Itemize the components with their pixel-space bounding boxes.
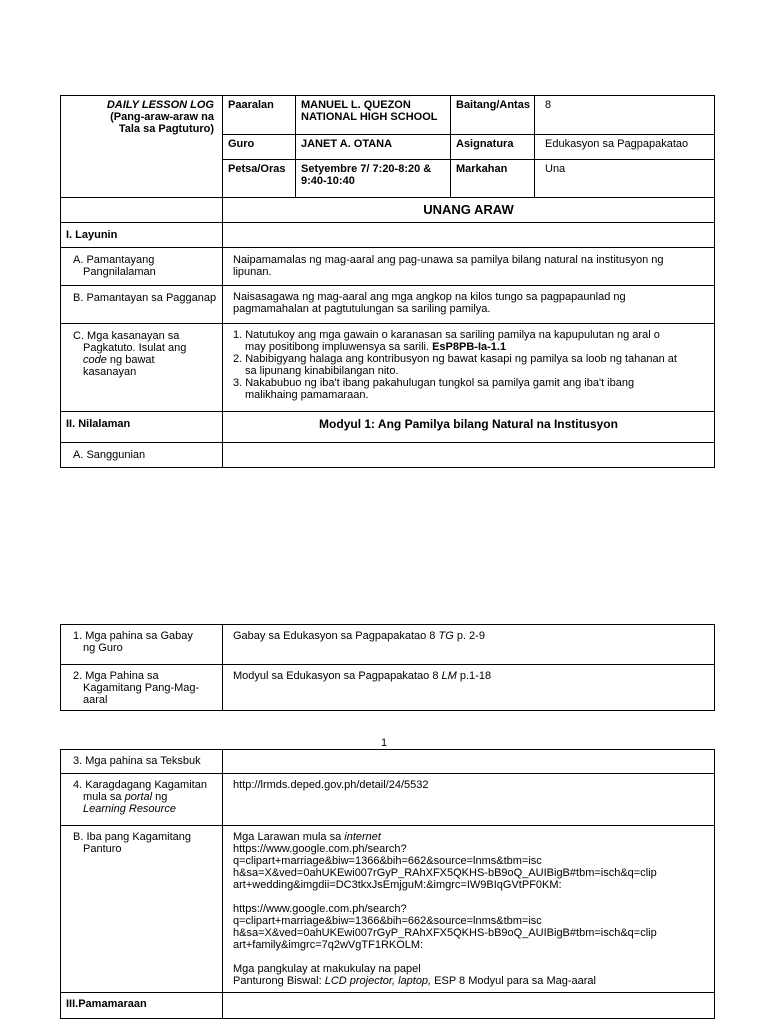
day-heading: UNANG ARAW <box>223 198 715 223</box>
materials-table <box>60 749 715 1019</box>
url-line: https://www.google.com.ph/search? <box>233 843 407 855</box>
spacer <box>233 891 704 903</box>
markahan-label: Markahan <box>451 160 535 198</box>
layunin-label: I. Layunin <box>61 223 223 248</box>
image-link-2[interactable] <box>233 903 704 951</box>
lesson-log-table <box>60 95 715 468</box>
blank-cell <box>223 993 715 1019</box>
pamantayang-pangnilalaman-text: Naipamamalas ng mag-aaral ang pag-unawa sa pamilya bilang natural na institusyon ng lipunan. <box>223 248 715 286</box>
materials-text: Panturong Biswal: <box>233 975 325 987</box>
label-line <box>73 354 217 366</box>
markahan-value: Una <box>535 160 715 198</box>
kagamitang-mag-aaral-text <box>223 665 715 711</box>
materials-text: ESP 8 Modyul para sa Mag-aaral <box>431 975 596 987</box>
label-line <box>73 791 217 803</box>
blank-cell <box>223 223 715 248</box>
objective-1 <box>233 329 704 353</box>
iba-pang-kagamitan-label <box>61 826 223 993</box>
url-line: q=clipart+marriage&biw=1366&bih=662&source=lnms&tbm=isc <box>233 855 542 867</box>
url-line: art+wedding&imgdii=DC3tkxJsEmjguM:&imgrc=IW9BIqGVtPF0KM: <box>233 879 562 891</box>
materials-line: Mga pangkulay at makukulay na papel <box>233 963 421 975</box>
teksbuk-label: 3. Mga pahina sa Teksbuk <box>61 750 223 774</box>
title-line-2: (Pang-araw-araw na <box>110 111 214 123</box>
materials-ital: LCD projector, laptop, <box>324 975 432 987</box>
label-line: C. Mga kasanayan sa <box>73 330 180 342</box>
title-line-1: DAILY LESSON LOG <box>106 99 214 111</box>
objective-line <box>233 341 704 353</box>
label-text: ng <box>152 791 168 803</box>
url-line: h&sa=X&ved=0ahUKEwi007rGyP_RAhXFX5QKHS-bB9oQ_AUIBigB#tbm=isch&q=clip <box>233 867 657 879</box>
blank-cell <box>223 443 715 468</box>
paaralan-label: Paaralan <box>223 96 296 135</box>
label-line: 4. Karagdagang Kagamitan <box>73 779 207 791</box>
label-line: Panturo <box>83 843 122 855</box>
pamantayan-pagganap-label: B. Pamantayan sa Pagganap <box>61 286 223 324</box>
objective-line: 1. Natutukoy ang mga gawain o karanasan sa sariling pamilya na kapupulutan ng aral o <box>233 329 660 341</box>
label-line: 2. Mga Pahina sa <box>73 670 159 682</box>
objective-line: 3. Nakabubuo ng iba't ibang pakahulugan tungkol sa pamilya gamit ang iba't ibang <box>233 377 635 389</box>
objective-3 <box>233 377 704 401</box>
url-line: q=clipart+marriage&biw=1366&bih=662&source=lnms&tbm=isc <box>233 915 542 927</box>
ref-pages: p. 2-9 <box>453 630 485 642</box>
label-line: B. Iba pang Kagamitang <box>73 831 192 843</box>
iba-pang-kagamitan-text <box>223 826 715 993</box>
materials-ital: internet <box>344 831 381 843</box>
page-number: 1 <box>380 737 388 749</box>
url-line: art+family&imgrc=7q2wVgTF1RKOLM: <box>233 939 424 951</box>
sanggunian-label: A. Sanggunian <box>61 443 223 468</box>
asignatura-label: Asignatura <box>451 135 535 160</box>
materials-text: Mga Larawan mula sa <box>233 831 345 843</box>
label-line: kasanayan <box>83 366 137 378</box>
ref-text: Gabay sa Edukasyon sa Pagpapakatao 8 <box>233 630 439 642</box>
label-line: Pangnilalaman <box>83 266 156 278</box>
ref-abbrev: TG <box>438 630 454 642</box>
pamantayang-pangnilalaman-label <box>61 248 223 286</box>
code-word: code <box>83 354 107 366</box>
label-line: aaral <box>83 694 108 706</box>
objective-2 <box>233 353 704 377</box>
objective-line: sa lipunang kinabibilangan nito. <box>245 365 399 377</box>
label-text: mula sa <box>83 791 125 803</box>
guro-label: Guro <box>223 135 296 160</box>
label-line: Pagkatuto. Isulat ang <box>83 342 187 354</box>
baitang-value: 8 <box>535 96 715 135</box>
materials-line <box>233 831 704 843</box>
materials-line <box>233 975 704 987</box>
kagamitang-mag-aaral-label <box>61 665 223 711</box>
ref-text: Modyul sa Edukasyon sa Pagpapakatao 8 <box>233 670 442 682</box>
spacer <box>233 951 704 963</box>
lr-portal-link[interactable]: http://lrmds.deped.gov.ph/detail/24/5532 <box>223 774 715 826</box>
label-line: ng Guro <box>83 642 123 654</box>
gabay-guro-label <box>61 625 223 665</box>
url-line: https://www.google.com.ph/search? <box>233 903 407 915</box>
blank-cell <box>61 198 223 223</box>
lr-portal-label <box>61 774 223 826</box>
kasanayan-list <box>223 324 715 412</box>
gabay-guro-text <box>223 625 715 665</box>
modyul-title: Modyul 1: Ang Pamilya bilang Natural na Institusyon <box>223 412 715 443</box>
label-line: Kagamitang Pang-Mag- <box>83 682 200 694</box>
paaralan-value: MANUEL L. QUEZON NATIONAL HIGH SCHOOL <box>296 96 451 135</box>
pamamaraan-label: III.Pamamaraan <box>61 993 223 1019</box>
petsa-label: Petsa/Oras <box>223 160 296 198</box>
label-line: 1. Mga pahina sa Gabay <box>73 630 193 642</box>
blank-cell <box>223 750 715 774</box>
label-line: Learning Resource <box>83 803 176 815</box>
competency-code: EsP8PB-Ia-1.1 <box>432 341 507 353</box>
references-table <box>60 624 715 711</box>
label-line: A. Pamantayang <box>73 254 155 266</box>
baitang-label: Baitang/Antas <box>451 96 535 135</box>
url-line: h&sa=X&ved=0ahUKEwi007rGyP_RAhXFX5QKHS-bB9oQ_AUIBigB#tbm=isch&q=clip <box>233 927 657 939</box>
objective-line: 2. Nabibigyang halaga ang kontribusyon ng bawat kasapi ng pamilya sa loob ng tahanan at <box>233 353 677 365</box>
objective-line: malikhaing pamamaraan. <box>245 389 369 401</box>
asignatura-value: Edukasyon sa Pagpapakatao <box>535 135 715 160</box>
guro-value: JANET A. OTANA <box>296 135 451 160</box>
label-rest: ng bawat <box>106 354 155 366</box>
title-line-3: Tala sa Pagtuturo) <box>118 123 214 135</box>
image-link-1[interactable] <box>233 843 704 891</box>
label-ital: portal <box>124 791 153 803</box>
ref-pages: p.1-18 <box>456 670 492 682</box>
objective-text: may positibong impluwensya sa sarili. <box>245 341 433 353</box>
nilalaman-label: II. Nilalaman <box>61 412 223 443</box>
pamantayan-pagganap-text: Naisasagawa ng mag-aaral ang mga angkop na kilos tungo sa pagpapaunlad ng pagmamahalan at pagtutulungan sa sariling pamilya. <box>223 286 715 324</box>
petsa-value: Setyembre 7/ 7:20-8:20 & 9:40-10:40 <box>296 160 451 198</box>
ref-abbrev: LM <box>441 670 457 682</box>
document-title <box>61 96 223 198</box>
kasanayan-label <box>61 324 223 412</box>
